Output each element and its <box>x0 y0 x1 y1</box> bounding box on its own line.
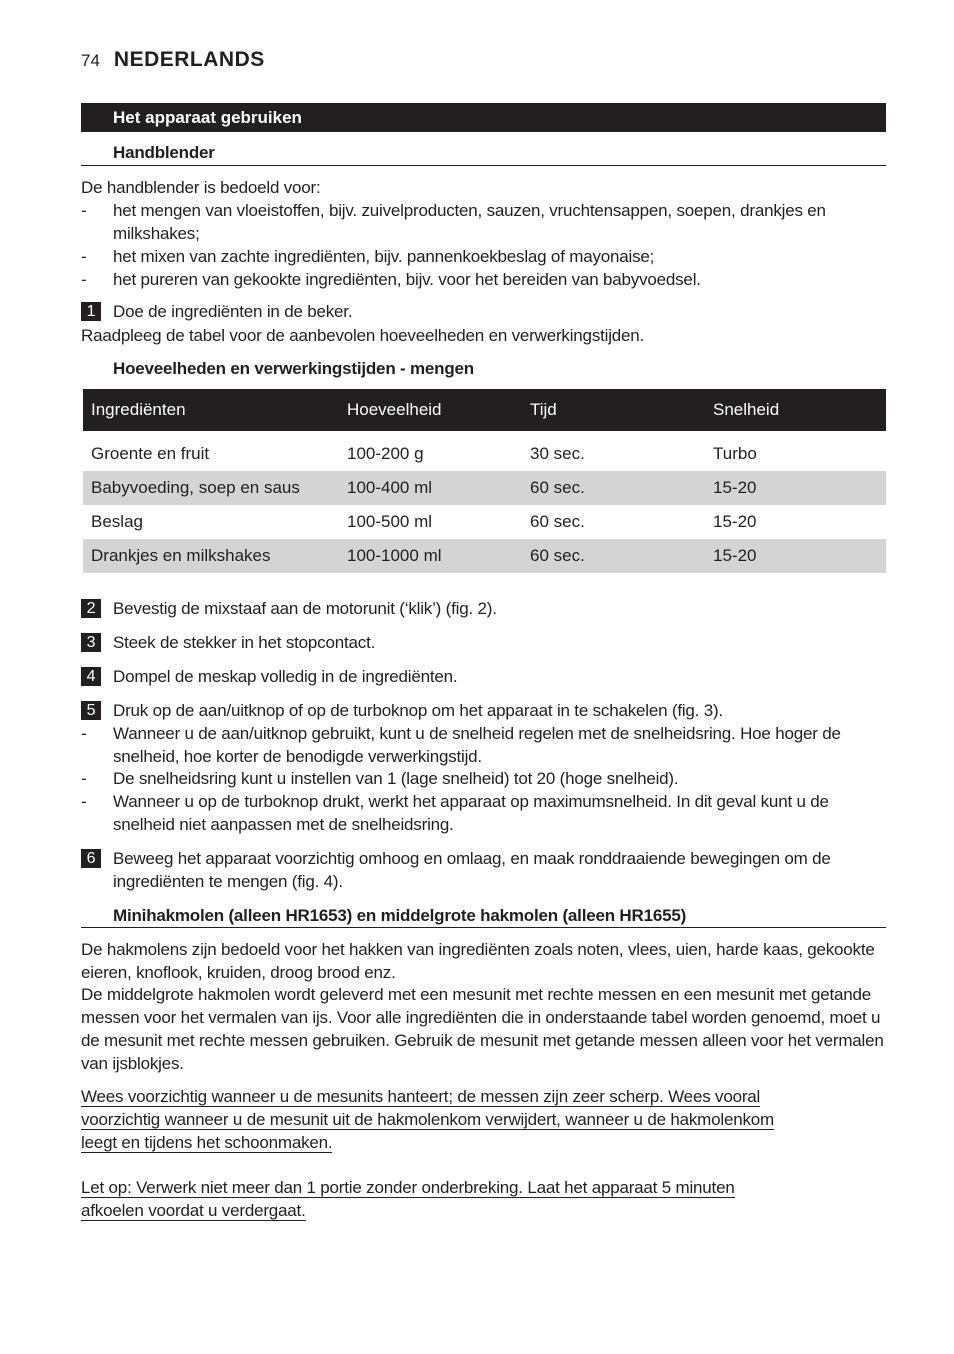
chopper-para-2: De middelgrote hakmolen wordt geleverd met een mesunit met rechte messen en een mesunit met getande messen voor het vermalen van ijs. Voor alle ingrediënten die in onderstaande tabel worden genoemd, moet u de mesunit met rechte messen gebruiken. Gebruik de mesunit met getande messen alleen voor het vermalen van ijsblokjes. <box>81 985 884 1073</box>
step-1 <box>81 300 886 323</box>
table-cell: 15-20 <box>705 539 886 573</box>
table-row <box>83 471 886 505</box>
list-item-text: het pureren van gekookte ingrediënten, bijv. voor het bereiden van babyvoedsel. <box>113 270 701 289</box>
warning-line: leegt en tijdens het schoonmaken. <box>81 1133 333 1152</box>
table-row <box>83 539 886 573</box>
list-item-text: Wanneer u de aan/uitknop gebruikt, kunt u de snelheid regelen met de snelheidsring. Hoe hoger de snelheid, hoe korter de benodigde verwerkingstijd. <box>113 724 841 766</box>
table-cell: Groente en fruit <box>91 444 210 463</box>
table-cell: Turbo <box>713 444 757 463</box>
step-4 <box>81 665 886 688</box>
page-number: 74 <box>81 51 100 70</box>
table-cell: 60 sec. <box>522 539 705 573</box>
note-line: Let op: Verwerk niet meer dan 1 portie zonder onderbreking. Laat het apparaat 5 minuten <box>81 1178 735 1197</box>
note-text <box>81 1176 886 1222</box>
list-item: - het pureren van gekookte ingrediënten, bijv. voor het bereiden van babyvoedsel. <box>81 268 886 291</box>
note-line: afkoelen voordat u verdergaat. <box>81 1201 306 1220</box>
warning-line: voorzichtig wanneer u de mesunit uit de hakmolenkom verwijdert, wanneer u de hakmolenkom <box>81 1110 774 1129</box>
list-item: - De snelheidsring kunt u instellen van 1 (lage snelheid) tot 20 (hoge snelheid). <box>81 767 886 790</box>
column-header: Ingrediënten <box>83 389 339 431</box>
table-cell: Beslag <box>91 512 143 531</box>
column-header: Snelheid <box>705 389 886 431</box>
step-text: Druk op de aan/uitknop of op de turboknop om het apparaat in te schakelen (fig. 3). <box>113 701 723 720</box>
table-cell: 100-500 ml <box>347 512 433 531</box>
step-number: 1 <box>81 302 101 321</box>
list-item-text: Wanneer u op de turboknop drukt, werkt het apparaat op maximumsnelheid. In dit geval kunt u de snelheid niet aanpassen met de snelheidsring. <box>113 792 829 834</box>
list-item-text: het mixen van zachte ingrediënten, bijv. pannenkoekbeslag of mayonaise; <box>113 247 655 266</box>
column-header: Tijd <box>522 389 705 431</box>
step-text: Bevestig de mixstaaf aan de motorunit (‘klik’) (fig. 2). <box>113 599 497 618</box>
step-number: 3 <box>81 633 101 652</box>
table-cell: 15-20 <box>705 471 886 505</box>
step-text: Dompel de meskap volledig in de ingrediënten. <box>113 667 458 686</box>
column-header: Hoeveelheid <box>339 389 522 431</box>
step-text: Steek de stekker in het stopcontact. <box>113 633 376 652</box>
table-cell: 100-400 ml <box>339 471 522 505</box>
language-title: NEDERLANDS <box>113 48 265 71</box>
handblender-intro: De handblender is bedoeld voor: <box>81 178 321 197</box>
table-row <box>83 437 886 471</box>
step-text: Doe de ingrediënten in de beker. <box>113 302 353 321</box>
handblender-heading: Handblender <box>81 141 886 166</box>
table-header-row <box>83 389 886 431</box>
table-cell: 100-200 g <box>347 444 424 463</box>
table-cell: 100-1000 ml <box>339 539 522 573</box>
table-cell: 60 sec. <box>522 471 705 505</box>
list-item-text: De snelheidsring kunt u instellen van 1 (lage snelheid) tot 20 (hoge snelheid). <box>113 769 679 788</box>
chopper-para-1: De hakmolens zijn bedoeld voor het hakken van ingrediënten zoals noten, vlees, uien, harde kaas, gekookte eieren, knoflook, kruiden, droog brood enz. <box>81 940 875 982</box>
table-cell: 30 sec. <box>530 444 585 463</box>
warning-text <box>81 1085 886 1154</box>
list-item: - Wanneer u de aan/uitknop gebruikt, kunt u de snelheid regelen met de snelheidsring. Hoe hoger de snelheid, hoe korter de benodigde verwerkingstijd. <box>81 722 886 768</box>
table-cell: Drankjes en milkshakes <box>83 539 339 573</box>
step-number: 5 <box>81 701 101 720</box>
list-item: - Wanneer u op de turboknop drukt, werkt het apparaat op maximumsnelheid. In dit geval kunt u de snelheid niet aanpassen met de snelheidsring. <box>81 790 886 836</box>
quantities-table <box>83 389 886 573</box>
section-title-bar: Het apparaat gebruiken <box>81 103 886 132</box>
list-item: - het mixen van zachte ingrediënten, bijv. pannenkoekbeslag of mayonaise; <box>81 245 886 268</box>
step-2 <box>81 597 886 620</box>
table-heading: Hoeveelheden en verwerkingstijden - mengen <box>113 359 474 378</box>
step-6 <box>81 847 886 893</box>
step-1-note: Raadpleeg de tabel voor de aanbevolen hoeveelheden en verwerkingstijden. <box>81 326 645 345</box>
table-cell: 60 sec. <box>530 512 585 531</box>
table-cell: Babyvoeding, soep en saus <box>83 471 339 505</box>
warning-line: Wees voorzichtig wanneer u de mesunits hanteert; de messen zijn zeer scherp. Wees vooral <box>81 1087 761 1106</box>
list-item-text: het mengen van vloeistoffen, bijv. zuivelproducten, sauzen, vruchtensappen, soepen, drankjes en milkshakes; <box>113 201 826 243</box>
step-number: 4 <box>81 667 101 686</box>
step-number: 2 <box>81 599 101 618</box>
table-row <box>83 505 886 539</box>
step-5 <box>81 699 886 722</box>
table-cell: 15-20 <box>713 512 757 531</box>
page-header <box>81 48 265 74</box>
step-text: Beweeg het apparaat voorzichtig omhoog en omlaag, en maak ronddraaiende bewegingen om de ingrediënten te mengen (fig. 4). <box>113 849 831 891</box>
list-item: - het mengen van vloeistoffen, bijv. zuivelproducten, sauzen, vruchtensappen, soepen, drankjes en milkshakes; <box>81 199 886 245</box>
step-number: 6 <box>81 849 101 868</box>
step-3 <box>81 631 886 654</box>
chopper-heading: Minihakmolen (alleen HR1653) en middelgrote hakmolen (alleen HR1655) <box>81 904 886 928</box>
